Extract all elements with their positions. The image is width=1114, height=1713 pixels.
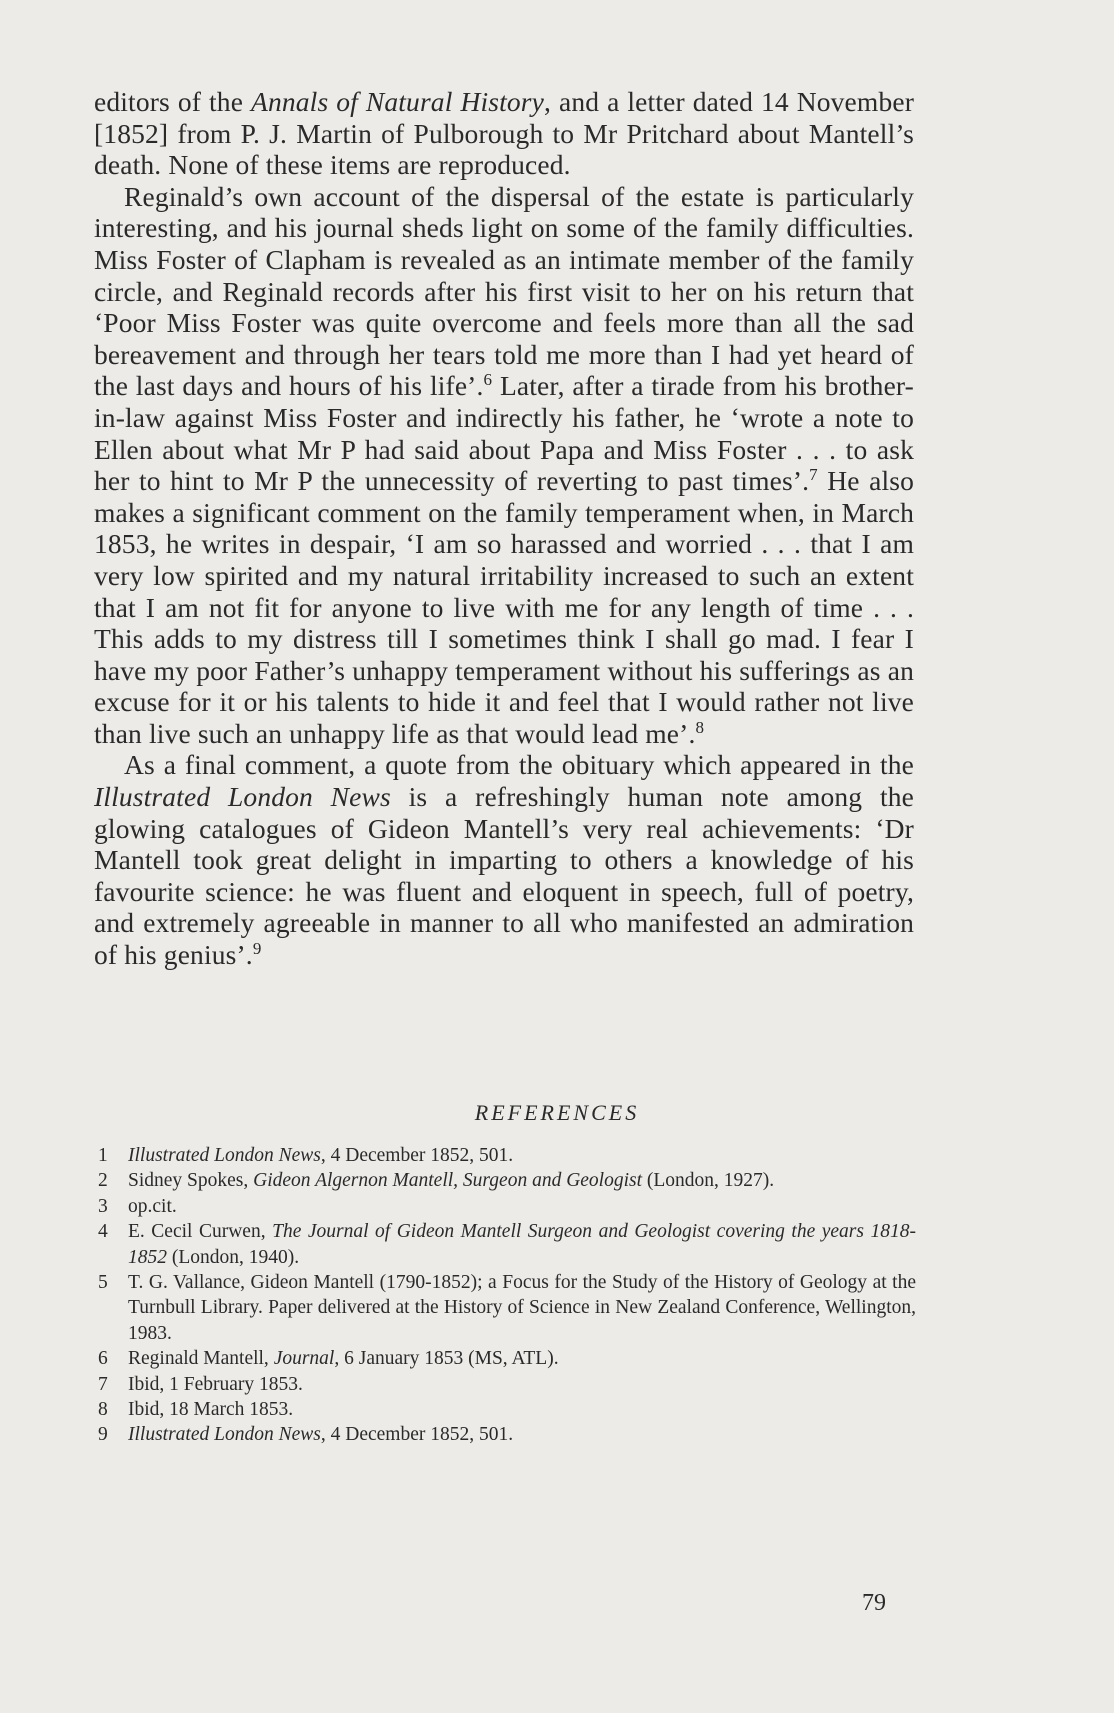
reference-number: 7	[98, 1373, 108, 1395]
text-run: Ibid, 1 February 1853.	[128, 1373, 303, 1395]
reference-number: 6	[98, 1348, 108, 1370]
reference-text	[128, 1143, 916, 1168]
text-run: , 6 January 1853 (MS, ATL).	[334, 1348, 559, 1370]
reference-text	[128, 1372, 916, 1397]
reference-text	[128, 1422, 916, 1447]
reference-item	[98, 1219, 916, 1270]
page-number: 79	[862, 1590, 886, 1616]
text-run: editors of the	[94, 86, 251, 117]
paragraph	[94, 86, 914, 181]
text-run: , 4 December 1852, 501.	[320, 1424, 514, 1446]
italic-text: The Journal of Gideon Mantell Surgeon and Geologist covering the years 1818-1852	[128, 1221, 916, 1268]
italic-text: Illustrated London News	[128, 1145, 321, 1166]
paragraph	[94, 181, 914, 750]
reference-number: 1	[98, 1145, 108, 1166]
references-list	[98, 1143, 916, 1448]
reference-text	[128, 1219, 916, 1270]
reference-item	[98, 1194, 916, 1219]
reference-number: 3	[98, 1195, 108, 1217]
italic-text: Illustrated London News	[128, 1424, 321, 1446]
reference-text	[128, 1168, 916, 1193]
paragraph	[94, 749, 914, 970]
reference-number: 5	[98, 1272, 108, 1294]
text-run: (London, 1927).	[642, 1170, 775, 1192]
reference-text	[128, 1397, 916, 1422]
text-run: Sidney Spokes,	[128, 1170, 254, 1192]
reference-text	[128, 1346, 916, 1371]
reference-item	[98, 1168, 916, 1193]
text-run: Ibid, 18 March 1853.	[128, 1399, 294, 1421]
reference-text	[128, 1194, 916, 1219]
reference-text	[128, 1270, 916, 1346]
reference-item	[98, 1270, 916, 1346]
text-run: E. Cecil Curwen,	[128, 1221, 273, 1243]
italic-text: Annals of Natural History	[251, 86, 545, 117]
footnote-marker: 8	[695, 717, 705, 737]
text-run: Reginald Mantell,	[128, 1348, 274, 1370]
reference-item	[98, 1397, 916, 1422]
reference-number: 8	[98, 1399, 108, 1421]
text-run: T. G. Vallance, Gideon Mantell (1790-1852); a Focus for the Study of the History of Geology at the Turnbull Library. Paper delivered at the History of Science in New Zealand Conference, Wellington, 1983.	[128, 1272, 916, 1344]
italic-text: Gideon Algernon Mantell, Surgeon and Geologist	[253, 1170, 643, 1192]
footnote-marker: 7	[809, 464, 818, 484]
italic-text: Illustrated London News	[94, 781, 391, 813]
text-run: Reginald’s own account of the dispersal of the estate is particularly interesting, and his journal sheds light on some of the family difficulties. Miss Foster of Clapham is revealed as an intimate member of the family circle, and Reginald records after his first visit to her on his return that ‘Poor Miss Foster was quite overcome and feels more than all the sad bereavement and through her tears told me more than I had yet heard of the last days and hours of his life’.	[94, 180, 914, 402]
italic-text: Journal	[273, 1348, 335, 1370]
reference-number: 9	[98, 1424, 108, 1446]
text-run: is a refreshingly human note among the glowing catalogues of Gideon Mantell’s very real achievements: ‘Dr Mantell took great delight in imparting to others a knowledge of his favourite science: he was fluent and eloquent in speech, full of poetry, and extremely agreeable in manner to all who manifested an admiration of his genius’.	[94, 781, 914, 971]
reference-item	[98, 1143, 916, 1168]
text-run: op.cit.	[128, 1195, 177, 1217]
references-heading: REFERENCES	[474, 1100, 640, 1125]
text-run: He also makes a significant comment on the family temperament when, in March 1853, he writes in despair, ‘I am so harassed and worried . . . that I am very low spirited and my natural irritability increased to such an extent that I am not fit for anyone to live with me for any length of time . . . This adds to my distress till I sometimes think I shall go mad. I fear I have my poor Father’s unhappy temperament without his sufferings as an excuse for it or his talents to hide it and feel that I would rather not live than live such an unhappy life as that would lead me’.	[94, 465, 914, 749]
text-run: Later, after a tirade from his brother-in-law against Miss Foster and indirectly his father, he ‘wrote a note to Ellen about what Mr P had said about Papa and Miss Foster . . . to ask her to hint to Mr P the unnecessity of reverting to past times’.	[94, 370, 914, 497]
footnote-marker: 9	[252, 938, 262, 958]
text-run: , 4 December 1852, 501.	[320, 1145, 514, 1166]
reference-item	[98, 1372, 916, 1397]
text-run: , and a letter dated 14 November [1852] from P. J. Martin of Pulborough to Mr Pritchard about Mantell’s death. None of these items are reproduced.	[94, 86, 915, 181]
reference-item	[98, 1422, 916, 1447]
footnote-marker: 6	[483, 370, 493, 390]
text-run: As a final comment, a quote from the obituary which appeared in the	[124, 749, 914, 781]
reference-number: 2	[98, 1170, 108, 1192]
reference-number: 4	[98, 1221, 108, 1243]
body-text	[94, 86, 914, 971]
reference-item	[98, 1346, 916, 1371]
text-run: (London, 1940).	[167, 1246, 300, 1268]
